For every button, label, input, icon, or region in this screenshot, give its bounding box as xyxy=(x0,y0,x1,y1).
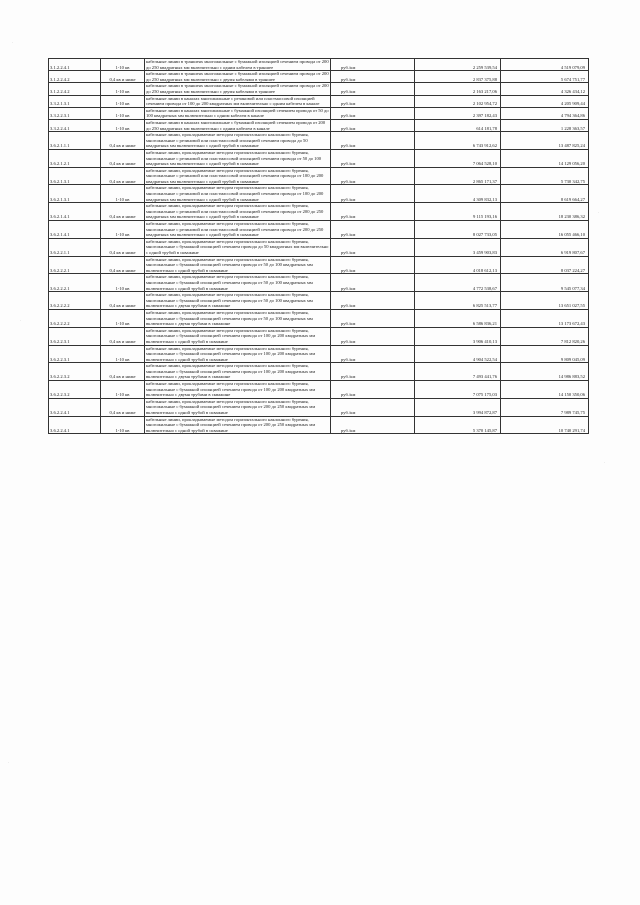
scan-artifact-icon: · xyxy=(20,318,22,323)
cell-value-2: 5 730 342,75 xyxy=(501,167,589,185)
table-row xyxy=(49,149,589,167)
cell-voltage: 1-10 кв xyxy=(101,416,145,434)
cell-description: кабельные линии, прокладываемые методом горизонтального наклонного бурения, многожильные с резиновой или пластмассовой изоляцией сечением провода от 200 до 250 квадратных мм включительно с одной трубой в скважине xyxy=(145,221,331,239)
tariff-table-body xyxy=(49,59,589,434)
cell-value-2: 14 986 883,52 xyxy=(501,363,589,381)
table-row xyxy=(49,309,589,327)
table-row xyxy=(49,132,589,150)
cell-description: кабельные линии, прокладываемые методом горизонтального наклонного бурения, многожильные с бумажной изоляцией сечением провода от 200 до 250 квадратных мм включительно с одной трубой в скважине xyxy=(145,398,331,416)
cell-unit: руб./км xyxy=(331,221,415,239)
cell-value-1: 7 075 175,03 xyxy=(415,381,501,399)
table-row xyxy=(49,95,589,107)
cell-description: кабельные линии, прокладываемые методом горизонтального наклонного бурения, многожильные с резиновой или пластмассовой изоляцией сечением провода от 50 до 100 квадратных мм включительно с одной трубой в скважине xyxy=(145,149,331,167)
table-row xyxy=(49,167,589,185)
cell-code: 3.6.2.1.4.1 xyxy=(49,203,101,221)
cell-code: 3.6.2.2.2.2 xyxy=(49,309,101,327)
tariff-table xyxy=(48,58,589,434)
cell-unit: руб./км xyxy=(331,238,415,256)
cell-value-2: 6 919 807,67 xyxy=(501,238,589,256)
table-row xyxy=(49,71,589,83)
cell-value-1: 4 018 612,13 xyxy=(415,256,501,274)
cell-value-1: 4 772 538,67 xyxy=(415,274,501,292)
table-row xyxy=(49,381,589,399)
cell-value-1: 2 865 171,37 xyxy=(415,167,501,185)
cell-code: 3.6.2.2.2.1 xyxy=(49,274,101,292)
cell-description: кабельные линии, прокладываемые методом горизонтального наклонного бурения, многожильные с бумажной изоляцией сечением провода от 100 до 200 квадратных мм включительно с двумя трубами в скважине xyxy=(145,363,331,381)
cell-value-1: 8 027 733,05 xyxy=(415,221,501,239)
cell-description: кабельные линии в каналах многожильные с резиновой или пластмассовой изоляцией сечением провода от 100 до 200 квадратных мм включительно с одним кабелем в канале xyxy=(145,95,331,107)
table-row xyxy=(49,345,589,363)
cell-code: 3.6.2.2.1.1 xyxy=(49,238,101,256)
cell-voltage: 1-10 кв xyxy=(101,381,145,399)
cell-voltage: 0,4 кв и ниже xyxy=(101,203,145,221)
cell-description: кабельные линии, прокладываемые методом горизонтального наклонного бурения, многожильные с резиновой или пластмассовой изоляцией сечением провода от 100 до 200 квадратных мм включительно с одной трубой в скважине xyxy=(145,185,331,203)
cell-unit: руб./км xyxy=(331,107,415,119)
cell-value-1: 3 459 903,83 xyxy=(415,238,501,256)
cell-value-1: 3 994 872,87 xyxy=(415,398,501,416)
cell-value-1: 6 586 836,21 xyxy=(415,309,501,327)
cell-value-2: 14 129 056,20 xyxy=(501,149,589,167)
cell-unit: руб./км xyxy=(331,381,415,399)
cell-unit: руб./км xyxy=(331,256,415,274)
cell-value-2: 4 326 434,12 xyxy=(501,83,589,95)
cell-unit: руб./км xyxy=(331,345,415,363)
cell-code: 3.6.2.2.2.2 xyxy=(49,292,101,310)
cell-voltage: 1-10 кв xyxy=(101,309,145,327)
cell-value-1: 2 837 375,88 xyxy=(415,71,501,83)
cell-code: 3.6.2.2.3.1 xyxy=(49,327,101,345)
table-row xyxy=(49,274,589,292)
cell-unit: руб./км xyxy=(331,327,415,345)
cell-value-2: 8 037 224,27 xyxy=(501,256,589,274)
cell-description: кабельные линии, прокладываемые методом горизонтального наклонного бурения, многожильные с бумажной изоляцией сечением провода от 100 до 200 квадратных мм включительно с одной трубой в скважине xyxy=(145,345,331,363)
cell-description: кабельные линии в каналах многожильные с бумажной изоляцией сечением провода от 200 до 250 квадратных мм включительно с одним кабелем в канале xyxy=(145,119,331,131)
cell-unit: руб./км xyxy=(331,398,415,416)
cell-voltage: 0,4 кв и ниже xyxy=(101,167,145,185)
cell-voltage: 0,4 кв и ниже xyxy=(101,398,145,416)
table-row xyxy=(49,83,589,95)
cell-code: 3.1.2.2.4.2 xyxy=(49,83,101,95)
table-row xyxy=(49,327,589,345)
table-row xyxy=(49,203,589,221)
cell-voltage: 1-10 кв xyxy=(101,107,145,119)
cell-code: 3.1.2.2.4.2 xyxy=(49,71,101,83)
cell-description: кабельные линии, прокладываемые методом горизонтального наклонного бурения, многожильные с бумажной изоляцией сечением провода до 50 квадратных мм включительно с одной трубой в скважине xyxy=(145,238,331,256)
cell-code: 3.3.2.2.3.1 xyxy=(49,107,101,119)
cell-code: 3.6.2.2.3.2 xyxy=(49,363,101,381)
table-row xyxy=(49,292,589,310)
cell-voltage: 1-10 кв xyxy=(101,83,145,95)
scan-artifact-icon: · xyxy=(8,760,10,765)
cell-description: кабельные линии в траншеях многожильные с бумажной изоляцией сечением провода от 200 до 250 квадратных мм включительно с двумя кабелями в траншее xyxy=(146,83,329,94)
cell-value-2: 16 055 466,10 xyxy=(501,221,589,239)
cell-voltage: 1-10 кв xyxy=(101,274,145,292)
cell-value-2: 18 230 386,32 xyxy=(501,203,589,221)
cell-value-2: 4 794 364,86 xyxy=(501,107,589,119)
cell-value-1: 9 115 193,16 xyxy=(415,203,501,221)
scan-artifact-icon: · xyxy=(604,460,606,465)
cell-unit: руб./км xyxy=(331,309,415,327)
cell-code: 3.3.2.2.4.1 xyxy=(49,119,101,131)
cell-value-1: 5 370 145,87 xyxy=(415,416,501,434)
cell-description: кабельные линии в каналах многожильные с бумажной изоляцией сечением провода от 50 до 100 квадратных мм включительно с одним кабелем в канале xyxy=(146,107,329,119)
cell-unit: руб./км xyxy=(331,132,415,150)
cell-description: кабельные линии, прокладываемые методом горизонтального наклонного бурения, многожильные с бумажной изоляцией сечением провода от 50 до 100 квадратных мм включительно с двумя трубами в скважине xyxy=(145,292,331,310)
cell-unit: руб./км xyxy=(331,292,415,310)
cell-description: кабельные линии в траншеях многожильные с бумажной изоляцией сечением провода от 200 до 250 квадратных мм включительно с одним кабелем в траншее xyxy=(146,59,329,70)
cell-value-1: 3 906 410,13 xyxy=(415,327,501,345)
cell-voltage: 0,4 кв и ниже xyxy=(101,256,145,274)
cell-voltage: 0,4 кв и ниже xyxy=(101,149,145,167)
cell-code: 3.6.2.1.3.1 xyxy=(49,185,101,203)
cell-unit: руб./км xyxy=(331,185,415,203)
cell-voltage: 0,4 кв и ниже xyxy=(101,327,145,345)
cell-description: кабельные линии, прокладываемые методом горизонтального наклонного бурения, многожильные с резиновой или пластмассовой изоляцией сечением провода до 50 квадратных мм включительно с одной трубой в скважине xyxy=(145,132,331,150)
cell-code: 3.6.2.2.4.1 xyxy=(49,398,101,416)
cell-code: 3.6.2.1.1.1 xyxy=(49,132,101,150)
cell-value-2: 10 740 291,74 xyxy=(501,416,589,434)
cell-voltage: 0,4 кв и ниже xyxy=(101,238,145,256)
cell-description: кабельные линии, прокладываемые методом горизонтального наклонного бурения, многожильные с резиновой или пластмассовой изоляцией сечением провода от 100 до 200 квадратных мм включительно с одной трубой в скважине xyxy=(145,167,331,185)
scan-artifact-icon: · xyxy=(12,40,14,45)
cell-value-1: 2 397 182,43 xyxy=(415,107,501,119)
cell-voltage: 1-10 кв xyxy=(101,95,145,107)
cell-unit: руб./км xyxy=(331,83,415,95)
cell-value-1: 6 825 513,77 xyxy=(415,292,501,310)
cell-value-2: 1 228 363,57 xyxy=(501,119,589,131)
cell-value-1: 614 181,78 xyxy=(415,119,501,131)
cell-description: кабельные линии, прокладываемые методом горизонтального наклонного бурения, многожильные с бумажной изоляцией сечением провода от 100 до 200 квадратных мм включительно с одной трубой в скважине xyxy=(145,327,331,345)
table-row xyxy=(49,416,589,434)
cell-value-1: 7 493 441,76 xyxy=(415,363,501,381)
cell-voltage: 0,4 кв и ниже xyxy=(101,71,145,83)
cell-unit: руб./км xyxy=(331,119,415,131)
cell-voltage: 1-10 кв xyxy=(101,59,145,71)
table-row xyxy=(49,221,589,239)
cell-value-2: 13 173 672,43 xyxy=(501,309,589,327)
cell-unit: руб./км xyxy=(331,59,415,71)
cell-voltage: 1-10 кв xyxy=(101,345,145,363)
cell-description: кабельные линии, прокладываемые методом горизонтального наклонного бурения, многожильные с бумажной изоляцией сечением провода от 50 до 100 квадратных мм включительно с одной трубой в скважине xyxy=(145,256,331,274)
cell-code: 3.6.2.1.4.1 xyxy=(49,221,101,239)
cell-value-2: 13 487 825,24 xyxy=(501,132,589,150)
cell-value-1: 2 259 539,54 xyxy=(415,59,501,71)
table-row xyxy=(49,107,589,119)
cell-value-2: 13 651 027,55 xyxy=(501,292,589,310)
cell-value-2: 4 205 909,44 xyxy=(501,95,589,107)
cell-value-1: 4 904 522,54 xyxy=(415,345,501,363)
cell-value-2: 14 150 350,06 xyxy=(501,381,589,399)
cell-unit: руб./км xyxy=(331,71,415,83)
cell-unit: руб./км xyxy=(331,363,415,381)
cell-voltage: 0,4 кв и ниже xyxy=(101,363,145,381)
cell-value-2: 7 812 820,26 xyxy=(501,327,589,345)
cell-value-1: 6 743 912,62 xyxy=(415,132,501,150)
cell-code: 3.6.2.1.2.1 xyxy=(49,149,101,167)
cell-description: кабельные линии, прокладываемые методом горизонтального наклонного бурения, многожильные с бумажной изоляцией сечением провода от 50 до 100 квадратных мм включительно с двумя трубами в скважине xyxy=(145,309,331,327)
cell-description: кабельные линии в траншеях многожильные с бумажной изоляцией сечением провода от 200 до 250 квадратных мм включительно с двумя кабелями в траншее xyxy=(146,71,329,82)
cell-code: 3.6.2.1.3.1 xyxy=(49,167,101,185)
cell-description: кабельные линии, прокладываемые методом горизонтального наклонного бурения, многожильные с бумажной изоляцией сечением провода от 50 до 100 квадратных мм включительно с одной трубой в скважине xyxy=(145,274,331,292)
cell-value-1: 7 064 528,10 xyxy=(415,149,501,167)
scan-artifact-icon: · xyxy=(598,210,600,215)
cell-value-1: 2 102 954,72 xyxy=(415,95,501,107)
cell-unit: руб./км xyxy=(331,167,415,185)
table-row xyxy=(49,398,589,416)
cell-value-2: 9 809 045,09 xyxy=(501,345,589,363)
tariff-table-container xyxy=(48,58,588,434)
cell-value-2: 7 989 745,75 xyxy=(501,398,589,416)
table-row xyxy=(49,185,589,203)
cell-unit: руб./км xyxy=(331,95,415,107)
cell-code: 3.6.2.2.4.1 xyxy=(49,416,101,434)
cell-voltage: 0,4 кв и ниже xyxy=(101,292,145,310)
cell-description: кабельные линии, прокладываемые методом горизонтального наклонного бурения, многожильные с бумажной изоляцией сечением провода от 100 до 200 квадратных мм включительно с двумя трубами в скважине xyxy=(145,381,331,399)
cell-code: 3.1.2.2.4.1 xyxy=(49,59,101,71)
cell-unit: руб./км xyxy=(331,274,415,292)
cell-code: 3.3.2.1.3.1 xyxy=(49,95,101,107)
cell-value-2: 5 674 751,77 xyxy=(501,71,589,83)
cell-value-2: 9 545 077,34 xyxy=(501,274,589,292)
table-row xyxy=(49,119,589,131)
cell-voltage: 1-10 кв xyxy=(101,185,145,203)
cell-voltage: 1-10 кв xyxy=(101,119,145,131)
cell-value-1: 4 309 832,13 xyxy=(415,185,501,203)
cell-value-1: 2 163 217,06 xyxy=(415,83,501,95)
cell-unit: руб./км xyxy=(331,149,415,167)
cell-description: кабельные линии, прокладываемые методом горизонтального наклонного бурения, многожильные с резиновой или пластмассовой изоляцией сечением провода от 200 до 250 квадратных мм включительно с одной трубой в скважине xyxy=(145,203,331,221)
table-row xyxy=(49,363,589,381)
cell-description: кабельные линии, прокладываемые методом горизонтального наклонного бурения, многожильные с бумажной изоляцией сечением провода от 200 до 250 квадратных мм включительно с одной трубой в скважине xyxy=(145,416,331,434)
table-row xyxy=(49,59,589,71)
table-row xyxy=(49,256,589,274)
table-row xyxy=(49,238,589,256)
cell-unit: руб./км xyxy=(331,203,415,221)
cell-code: 3.6.2.2.3.1 xyxy=(49,345,101,363)
cell-unit: руб./км xyxy=(331,416,415,434)
cell-voltage: 1-10 кв xyxy=(101,221,145,239)
cell-code: 3.6.2.2.2.1 xyxy=(49,256,101,274)
cell-code: 3.6.2.2.3.2 xyxy=(49,381,101,399)
cell-value-2: 4 519 079,09 xyxy=(501,59,589,71)
cell-voltage: 0,4 кв и ниже xyxy=(101,132,145,150)
cell-value-2: 8 619 664,27 xyxy=(501,185,589,203)
